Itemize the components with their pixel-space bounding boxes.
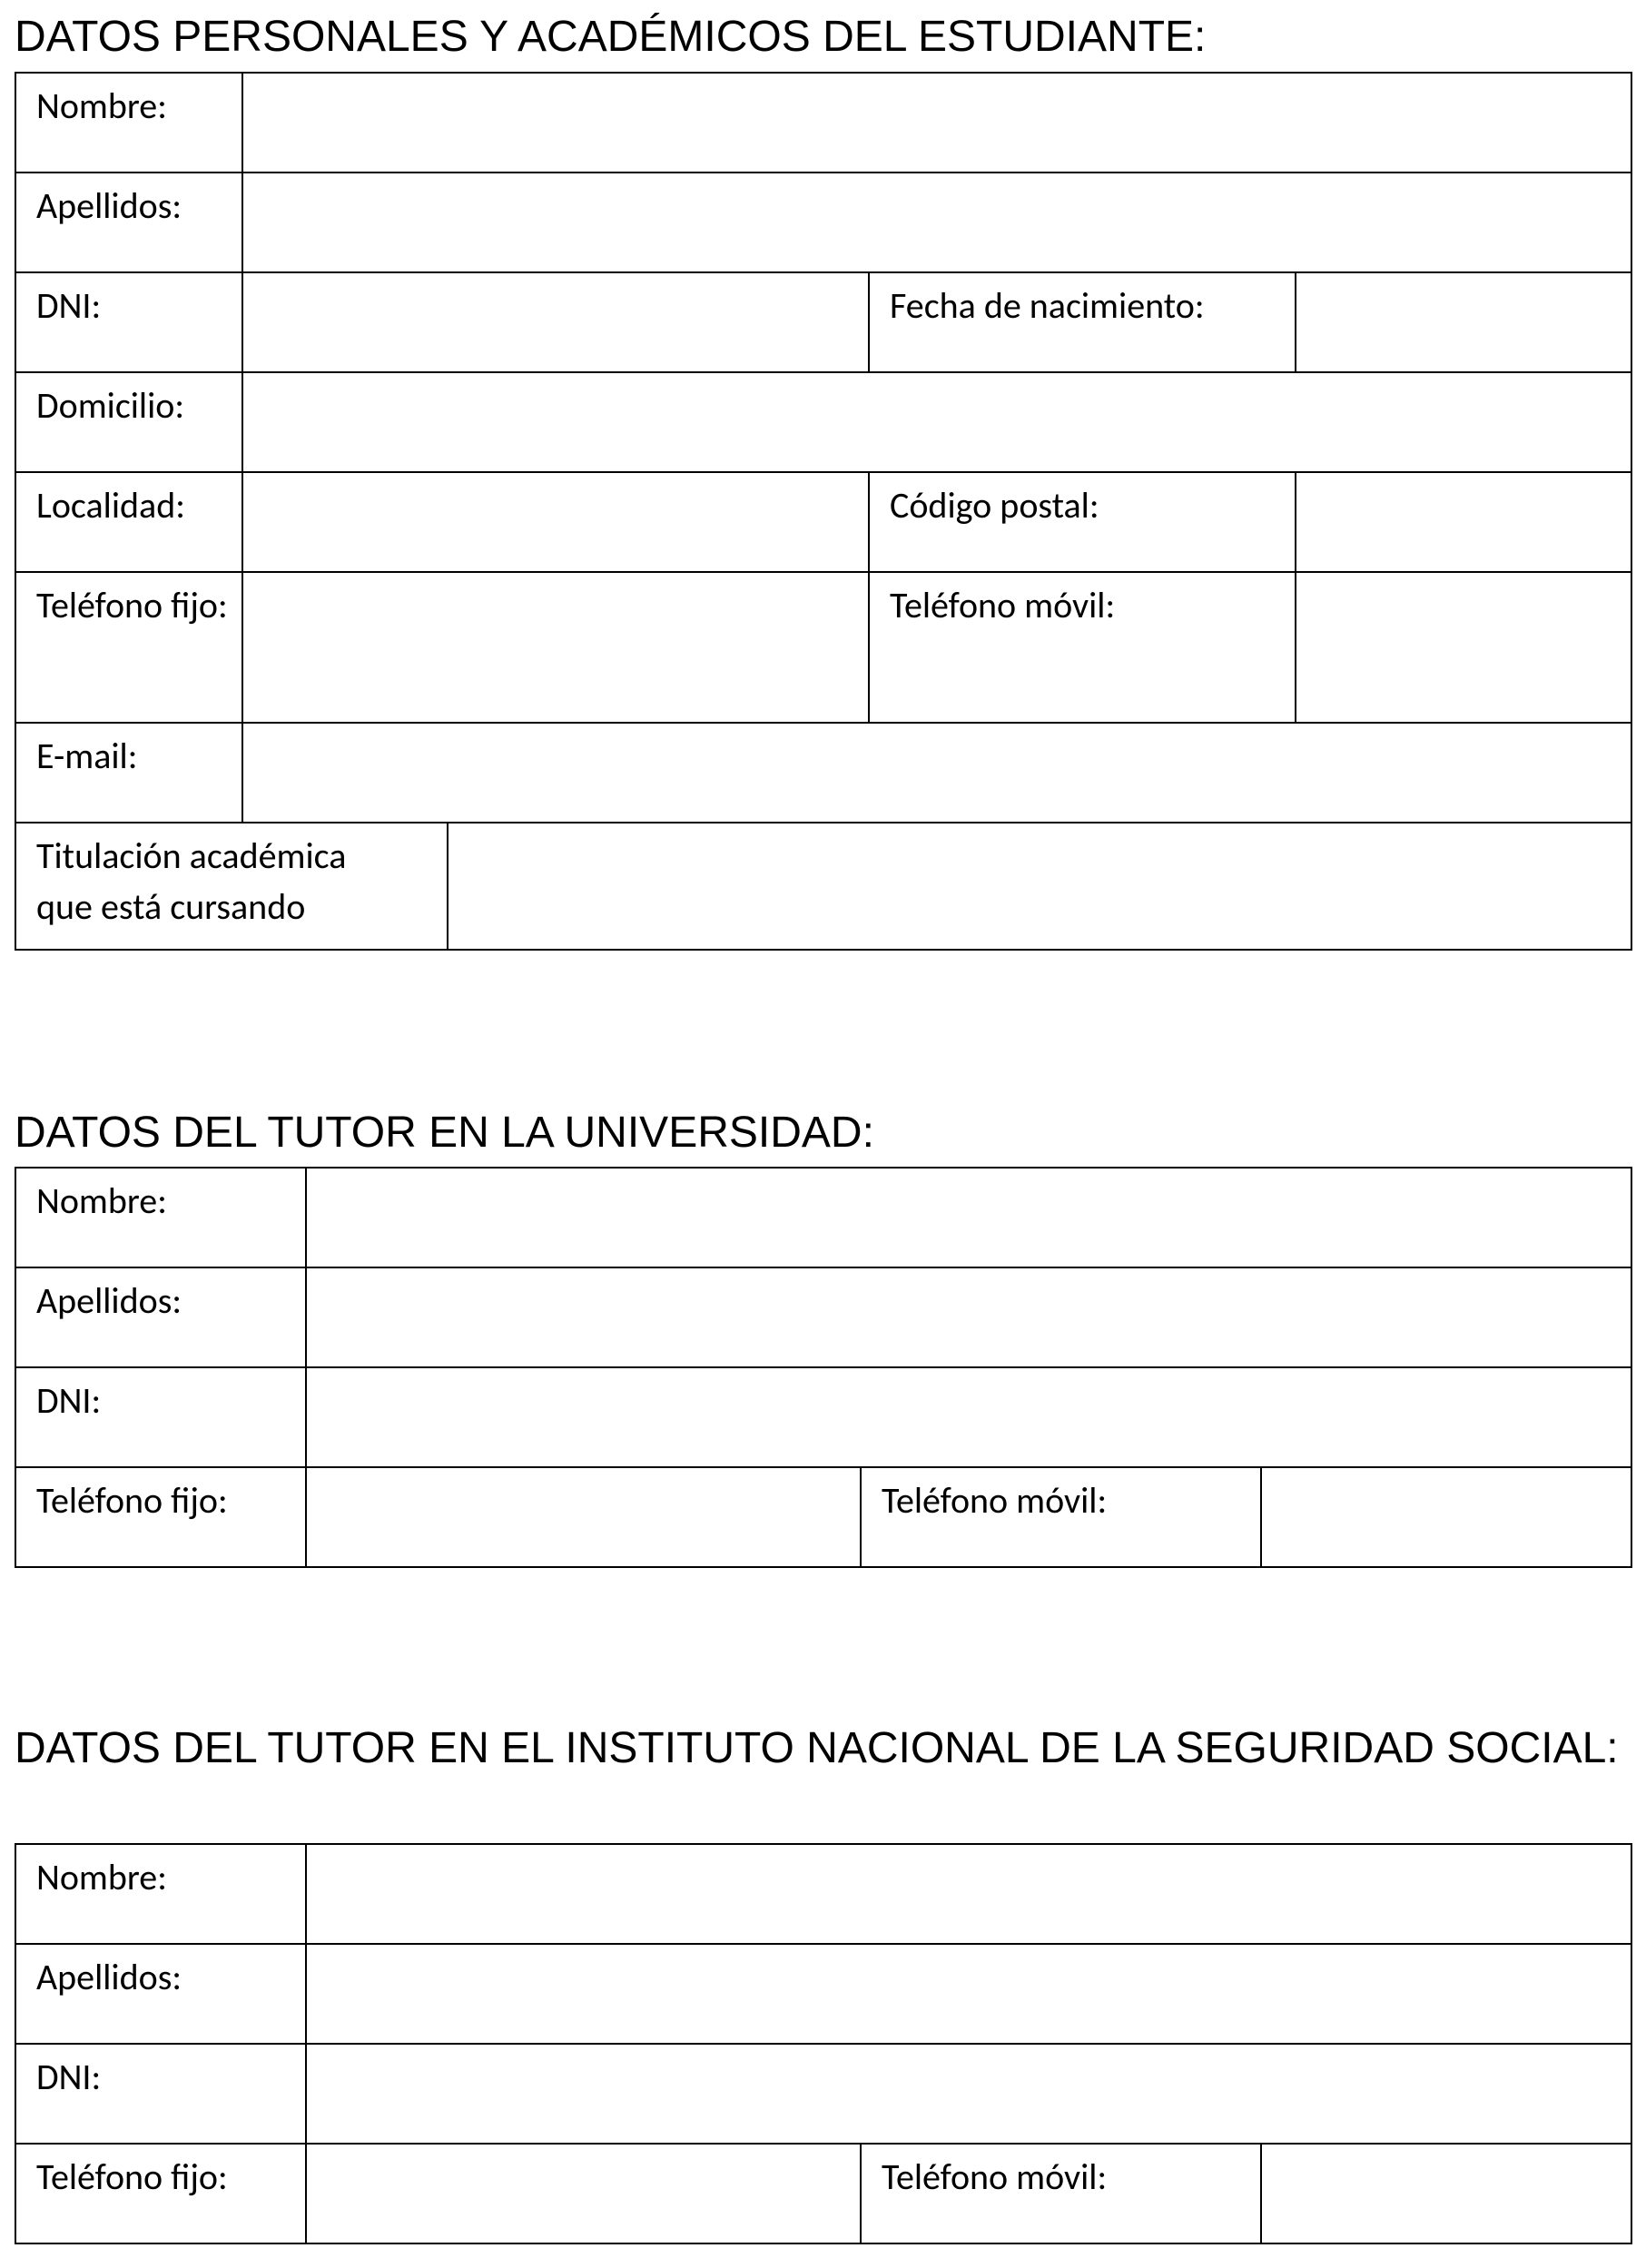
inss-tutor-row-apellidos (15, 1944, 1631, 2044)
student-row-dni (15, 272, 1631, 372)
inss-tutor-row-telefonos (15, 2144, 1631, 2243)
inss-tutor-row-nombre (15, 1844, 1631, 1944)
student-localidad-label: Localidad: (15, 472, 242, 572)
student-fecha-nacimiento-field[interactable] (1296, 272, 1631, 372)
inss-tutor-table (15, 1843, 1632, 2244)
university-tutor-table (15, 1167, 1632, 1568)
student-domicilio-field[interactable] (242, 372, 1631, 472)
student-titulacion-label: Titulación académica que está cursando (15, 823, 448, 950)
university-tutor-row-telefonos (15, 1467, 1631, 1567)
student-nombre-field[interactable] (242, 73, 1631, 173)
student-data-table (15, 72, 1632, 951)
inss-tutor-section-heading: DATOS DEL TUTOR EN EL INSTITUTO NACIONAL DE LA SEGURIDAD SOCIAL: (15, 1724, 1619, 1772)
student-row-domicilio (15, 372, 1631, 472)
inss-tutor-dni-field[interactable] (306, 2044, 1631, 2144)
university-tutor-dni-field[interactable] (306, 1367, 1631, 1467)
university-tutor-telefono-fijo-label: Teléfono fijo: (15, 1467, 306, 1567)
university-tutor-telefono-fijo-field[interactable] (306, 1467, 861, 1567)
student-section-heading: DATOS PERSONALES Y ACADÉMICOS DEL ESTUDIANTE: (15, 13, 1207, 61)
university-tutor-section-heading: DATOS DEL TUTOR EN LA UNIVERSIDAD: (15, 1109, 874, 1157)
inss-tutor-nombre-label: Nombre: (15, 1844, 306, 1944)
inss-tutor-telefono-movil-label: Teléfono móvil: (861, 2144, 1261, 2243)
student-row-email (15, 723, 1631, 823)
student-domicilio-label: Domicilio: (15, 372, 242, 472)
university-tutor-apellidos-label: Apellidos: (15, 1267, 306, 1367)
student-codigo-postal-label: Código postal: (869, 472, 1296, 572)
student-row-telefonos (15, 572, 1631, 723)
student-row-apellidos (15, 173, 1631, 272)
inss-tutor-nombre-field[interactable] (306, 1844, 1631, 1944)
student-titulacion-field[interactable] (448, 823, 1631, 950)
student-telefono-movil-field[interactable] (1296, 572, 1631, 723)
inss-tutor-telefono-fijo-field[interactable] (306, 2144, 861, 2243)
student-telefono-fijo-field[interactable] (242, 572, 869, 723)
student-nombre-label: Nombre: (15, 73, 242, 173)
student-dni-label: DNI: (15, 272, 242, 372)
university-tutor-row-nombre (15, 1168, 1631, 1267)
student-dni-field[interactable] (242, 272, 869, 372)
inss-tutor-dni-label: DNI: (15, 2044, 306, 2144)
university-tutor-row-dni (15, 1367, 1631, 1467)
university-tutor-dni-label: DNI: (15, 1367, 306, 1467)
university-tutor-apellidos-field[interactable] (306, 1267, 1631, 1367)
inss-tutor-row-dni (15, 2044, 1631, 2144)
student-row-localidad (15, 472, 1631, 572)
university-tutor-nombre-field[interactable] (306, 1168, 1631, 1267)
inss-tutor-telefono-fijo-label: Teléfono fijo: (15, 2144, 306, 2243)
student-codigo-postal-field[interactable] (1296, 472, 1631, 572)
student-row-nombre (15, 73, 1631, 173)
inss-tutor-telefono-movil-field[interactable] (1261, 2144, 1631, 2243)
university-tutor-telefono-movil-label: Teléfono móvil: (861, 1467, 1261, 1567)
student-telefono-movil-label: Teléfono móvil: (869, 572, 1296, 723)
student-email-label: E-mail: (15, 723, 242, 823)
inss-tutor-apellidos-field[interactable] (306, 1944, 1631, 2044)
student-apellidos-field[interactable] (242, 173, 1631, 272)
university-tutor-nombre-label: Nombre: (15, 1168, 306, 1267)
student-email-field[interactable] (242, 723, 1631, 823)
university-tutor-telefono-movil-field[interactable] (1261, 1467, 1631, 1567)
student-telefono-fijo-label: Teléfono fijo: (15, 572, 242, 723)
university-tutor-row-apellidos (15, 1267, 1631, 1367)
student-fecha-nacimiento-label: Fecha de nacimiento: (869, 272, 1296, 372)
student-localidad-field[interactable] (242, 472, 869, 572)
inss-tutor-apellidos-label: Apellidos: (15, 1944, 306, 2044)
student-apellidos-label: Apellidos: (15, 173, 242, 272)
student-row-titulacion (15, 823, 1631, 950)
